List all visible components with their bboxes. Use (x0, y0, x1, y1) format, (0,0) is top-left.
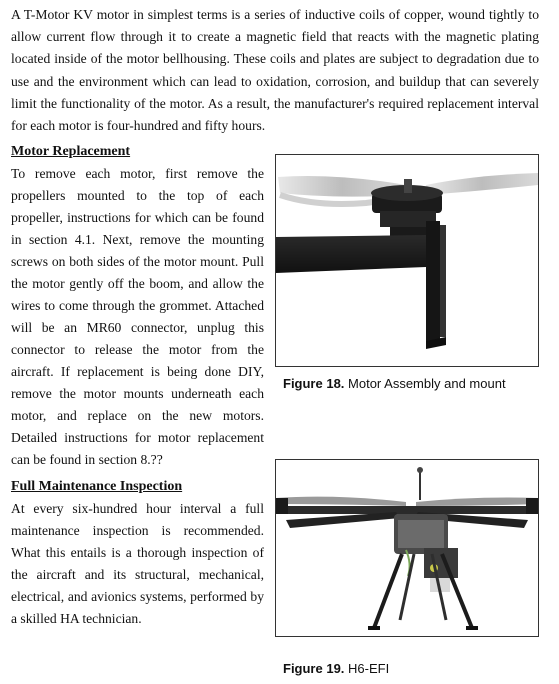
motor-replacement-paragraph: To remove each motor, first remove the propellers mounted to the top of each propeller, instructions for which can be found in section 4.1. Next, remove the mounting screws on both sides of the motor mount. Pull the motor gently off the boom, and allow the wires to come through the grommet. Attached will be an MR60 connector, unplug this connector to release the motor from the aircraft. If replacement is being done DIY, remove the motor mounts underneath each motor, and replace on the new motors. Detailed instructions for motor replacement can be found in section 8.?? (11, 166, 264, 467)
drone-illustration (276, 460, 538, 636)
full-inspection-heading: Full Maintenance Inspection (11, 479, 183, 494)
figure-18-image (275, 154, 539, 367)
intro-paragraph: A T-Motor KV motor in simplest terms is a series of inductive coils of copper, wound tightly to allow current flow through it to create a magnetic field that reacts with the magnetic plating located inside of the motor bellhousing. These coils and plates are subject to degradation due to use and the environment which can lead to oxidation, corrosion, and buildup that can severely limit the functionality of the motor. As a result, the manufacturer's required replacement interval for each motor is four-hundred and fifty hours. (11, 7, 539, 134)
figure-19-image (275, 459, 539, 637)
figure-18-label: Figure 18. (283, 376, 345, 391)
figure-19-caption-text: H6-EFI (344, 661, 390, 676)
full-inspection-paragraph: At every six-hundred hour interval a full maintenance inspection is recommended. What this entails is a thorough inspection of the aircraft and its structural, mechanical, electrical, and avionics systems, performed by a skilled HA technician. (11, 501, 264, 626)
figure-19-caption (283, 661, 389, 676)
figure-18-caption-text: Motor Assembly and mount (344, 376, 506, 391)
figure-19-label: Figure 19. (283, 661, 345, 676)
figure-18-caption (283, 376, 506, 391)
motor-replacement-heading: Motor Replacement (11, 144, 131, 159)
motor-assembly-illustration (276, 155, 538, 366)
